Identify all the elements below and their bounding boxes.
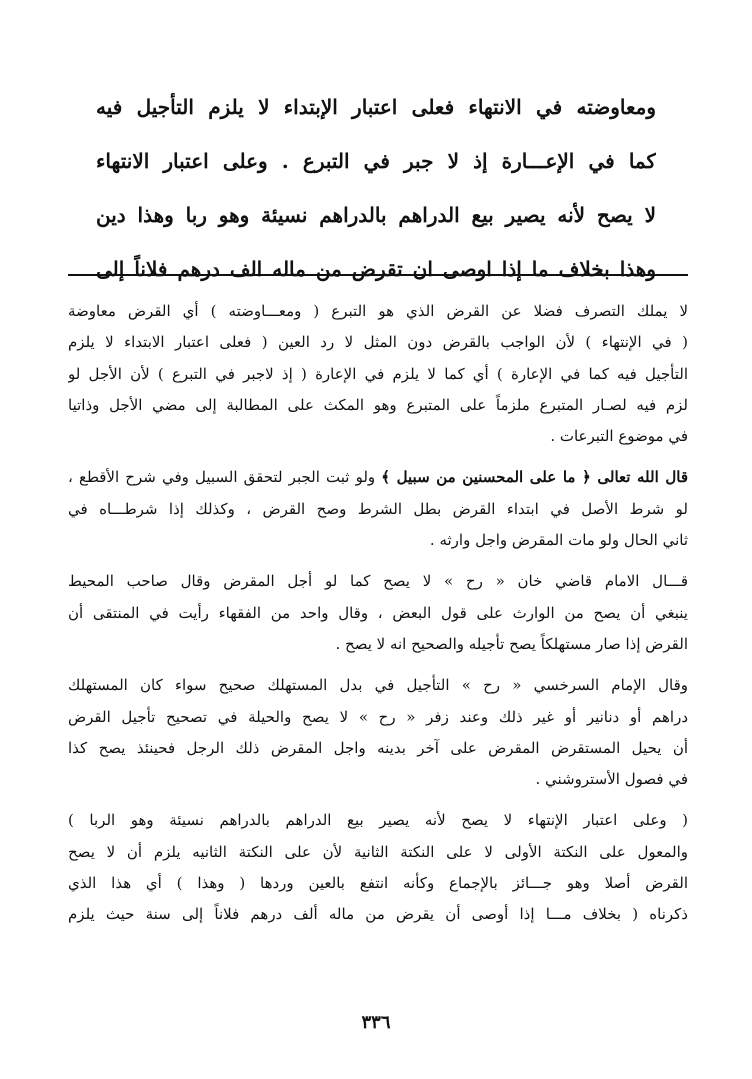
- separator-rule: [68, 274, 688, 276]
- commentary-line: قـــال الامام قاضي خان « رح » لا يصح كما لو أجل المقرض وقال صاحب المحيط: [68, 572, 688, 591]
- commentary-line: والمعول على النكتة الأولى لا على النكتة الثانية لأن على النكتة الثانيه يلزم أن لا يصح: [68, 842, 688, 861]
- commentary-line: ثاني الحال ولو مات المقرض واجل وارثه .: [429, 531, 688, 550]
- quran-quote: قال الله تعالى ﴿ ما على المحسنين من سبيل ﴾: [381, 468, 688, 487]
- main-text: [96, 80, 656, 296]
- commentary-line: التأجيل فيه كما في الإعارة ) أي كما لا يلزم في الإعارة ( إذ لاجبر في التبرع ) لأن الأجل لو: [68, 364, 688, 383]
- commentary-line: ذكرناه ( بخلاف مـــا إذا أوصى أن يقرض من ماله ألف درهم فلاناً إلى سنة حيث يلزم: [68, 905, 688, 924]
- commentary: [68, 296, 688, 941]
- commentary-line: دراهم أو دنانير أو غير ذلك وعند زفر « رح » لا يصح والحيلة في تصحيح تأجيل القرض: [68, 707, 688, 726]
- commentary-line: أن يحيل المستقرض المقرض على آخر بدينه واجل المقرض ذلك الرجل فحينئذ يصح كذا: [68, 738, 688, 757]
- commentary-line-text: ولو ثبت الجبر لتحقق السبيل وفي شرح الأقطع ،: [68, 468, 376, 487]
- main-text-line: لا يصح لأنه يصير بيع الدراهم بالدراهم نسيئة وهو ربا وهذا دين: [96, 203, 656, 227]
- main-text-line: ومعاوضته في الانتهاء فعلى اعتبار الإبتداء لا يلزم التأجيل فيه: [96, 95, 656, 119]
- commentary-line: في فصول الأستروشني .: [535, 770, 688, 789]
- commentary-paragraph: [68, 462, 688, 556]
- commentary-line: القرض إذا صار مستهلكاً يصح تأجيله والصحيح انه لا يصح .: [335, 634, 688, 653]
- commentary-line: ينبغي أن يصح من الوارث على قول البعض ، وقال واحد من الفقهاء رأيت في المنتقى أن: [68, 603, 688, 622]
- commentary-paragraph: [68, 296, 688, 452]
- commentary-line: ( في الإنتهاء ) لأن الواجب بالقرض دون المثل لا رد العين ( فعلى اعتبار الابتداء لا يلزم: [68, 333, 688, 352]
- main-text-line: وهذا بخلاف ما إذا اوصى ان تقرض من ماله الف درهم فلاناً إلى: [96, 257, 656, 281]
- commentary-line: [68, 462, 688, 493]
- commentary-line: ( وعلى اعتبار الإنتهاء لا يصح لأنه يصير بيع الدراهم بالدراهم نسيئة وهو الربا ): [68, 811, 688, 830]
- main-text-line: كما في الإعـــارة إذ لا جبر في التبرع . وعلى اعتبار الانتهاء: [96, 149, 656, 173]
- commentary-paragraph: [68, 670, 688, 795]
- page-number: ٣٣٦: [361, 1012, 391, 1033]
- commentary-line: وقال الإمام السرخسي « رح » التأجيل في بدل المستهلك صحيح سواء كان المستهلك: [68, 676, 688, 695]
- commentary-line: القرض أصلا وهو جـــائز بالإجماع وكأنه انتفع بالعين وردها ( وهذا ) أي هذا الذي: [68, 874, 688, 893]
- commentary-line: في موضوع التبرعات .: [550, 427, 688, 446]
- commentary-paragraph: [68, 566, 688, 660]
- commentary-line: لا يملك التصرف فضلا عن القرض الذي هو التبرع ( ومعـــاوضته ) أي القرض معاوضة: [68, 302, 688, 320]
- commentary-line: لو شرط الأصل في ابتداء القرض بطل الشرط وصح القرض ، وكذلك إذا شرطـــاه في: [68, 499, 688, 518]
- commentary-paragraph: [68, 805, 688, 930]
- commentary-line: لزم فيه لصـار المتبرع ملزماً على المتبرع وهو المكث على المطالبة إلى مضي الأجل وذاتيا: [68, 395, 688, 414]
